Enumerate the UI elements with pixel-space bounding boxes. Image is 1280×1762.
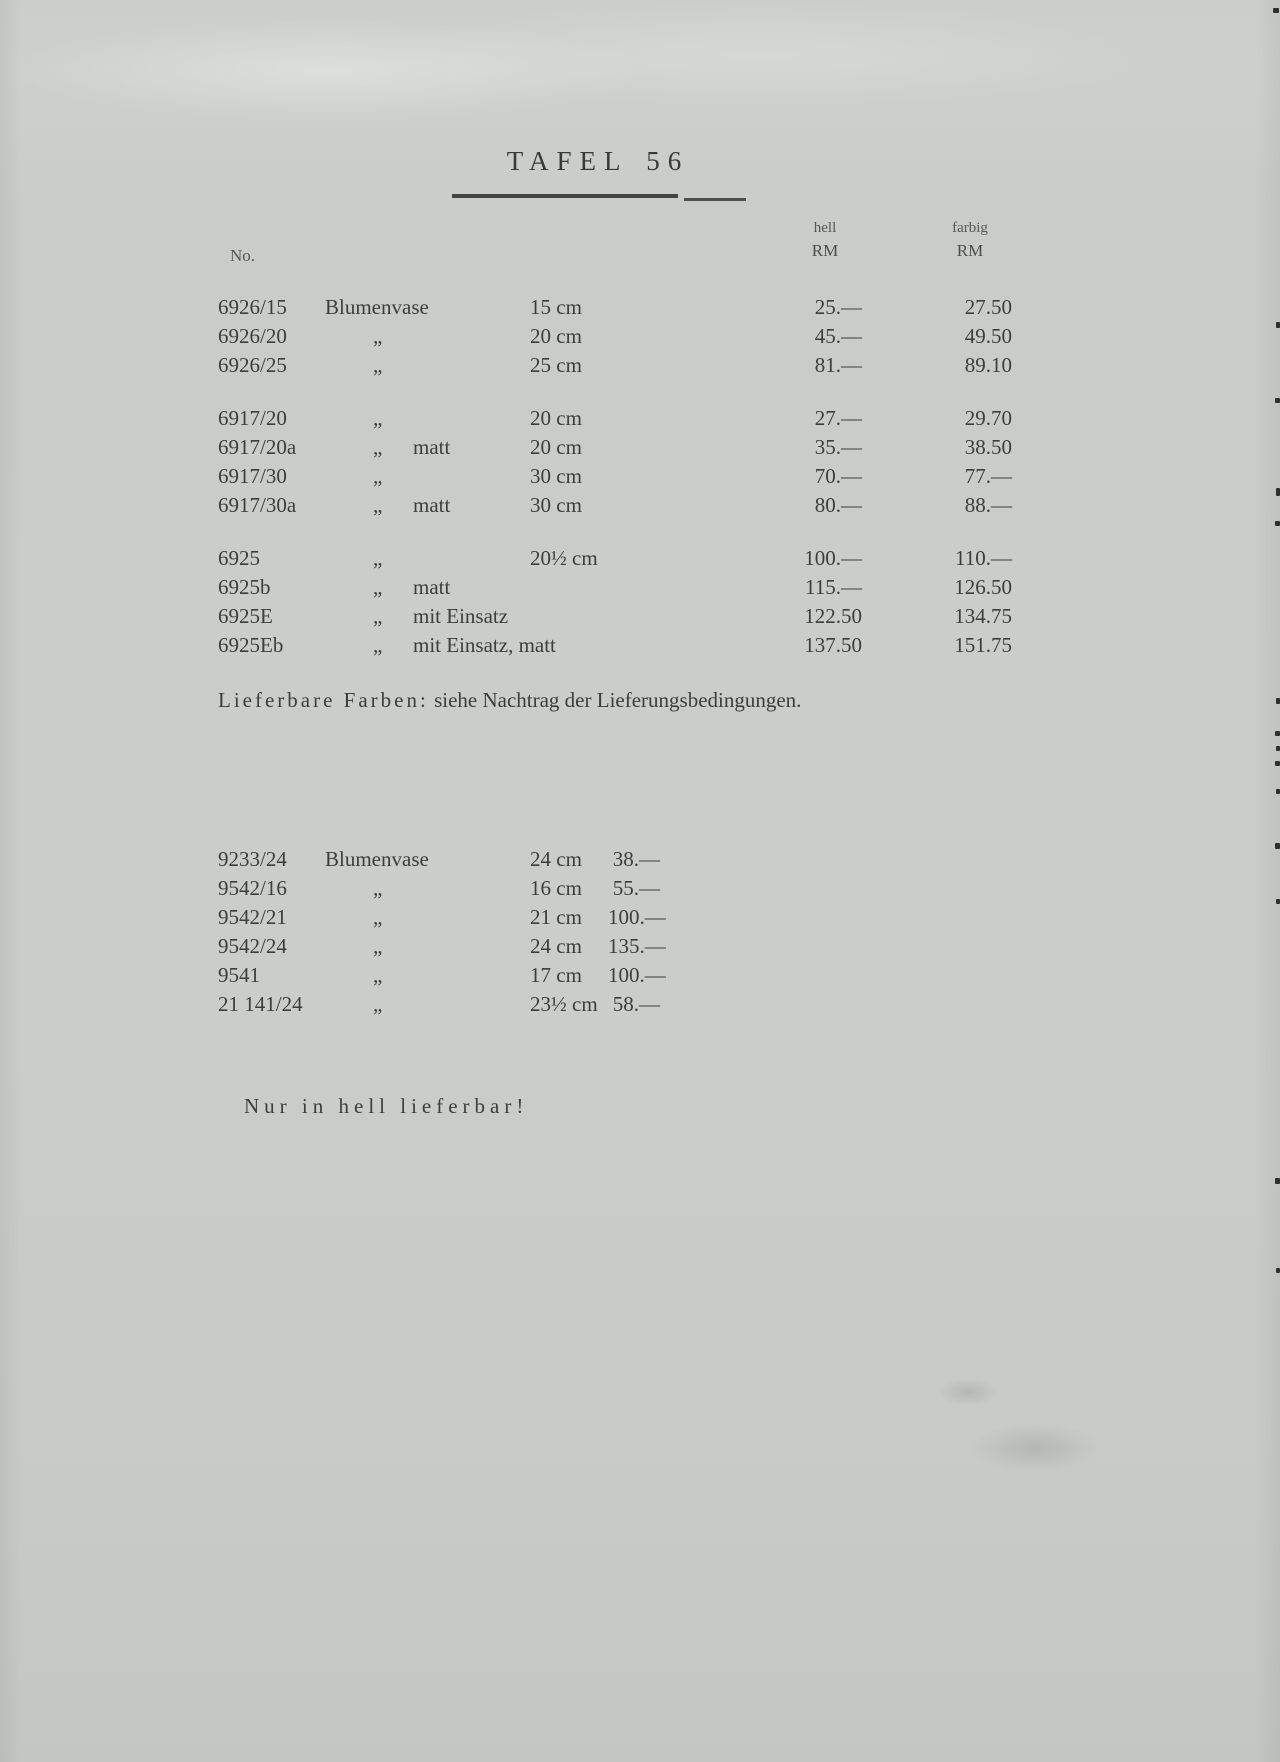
hell-only-note: Nur in hell lieferbar! bbox=[244, 1094, 529, 1118]
colors-note bbox=[218, 688, 801, 713]
row-finish bbox=[413, 903, 530, 932]
column-header-hell: hell bbox=[813, 220, 837, 236]
row-price-farbig: 38.50 bbox=[964, 435, 1012, 459]
row-finish bbox=[413, 544, 530, 573]
row-finish bbox=[413, 845, 530, 874]
row-price-hell: 115.— bbox=[805, 575, 862, 599]
row-price-hell: 38.— bbox=[612, 847, 660, 871]
row-size: 16 cm bbox=[530, 876, 582, 900]
row-price-farbig: 89.10 bbox=[964, 353, 1012, 377]
paper-speck bbox=[1276, 899, 1280, 904]
row-finish: mit Einsatz bbox=[413, 604, 509, 628]
row-article-no: 9542/24 bbox=[218, 934, 287, 958]
paper-speck bbox=[1276, 1268, 1280, 1273]
colors-note-emphasis: Lieferbare Farben: bbox=[218, 688, 429, 712]
row-description: „ bbox=[373, 992, 383, 1016]
row-finish bbox=[413, 961, 530, 990]
row-finish bbox=[413, 404, 530, 433]
row-price-hell: 27.— bbox=[814, 406, 862, 430]
paper-speck bbox=[1273, 8, 1279, 13]
row-finish: mit Einsatz, matt bbox=[413, 633, 556, 657]
row-finish: matt bbox=[413, 435, 451, 459]
price-table-hell-only bbox=[218, 845, 718, 1043]
row-price-farbig: 134.75 bbox=[954, 604, 1012, 628]
table-row bbox=[218, 462, 1018, 491]
row-finish bbox=[413, 462, 530, 491]
row-article-no: 21 141/24 bbox=[218, 992, 303, 1016]
row-size bbox=[530, 631, 608, 660]
row-size: 30 cm bbox=[530, 493, 582, 517]
paper-speck bbox=[1275, 521, 1280, 526]
table-row bbox=[218, 433, 1018, 462]
row-finish bbox=[413, 932, 530, 961]
table-row bbox=[218, 404, 1018, 433]
row-article-no: 6917/20a bbox=[218, 435, 297, 459]
table-row-group bbox=[218, 293, 1018, 380]
row-price-farbig: 77.— bbox=[964, 464, 1012, 488]
column-header-no: No. bbox=[230, 246, 256, 265]
paper-speck bbox=[1276, 789, 1280, 794]
table-row bbox=[218, 990, 718, 1019]
row-price-farbig: 126.50 bbox=[954, 575, 1012, 599]
row-description: Blumenvase bbox=[325, 295, 429, 319]
row-price-farbig: 27.50 bbox=[964, 295, 1012, 319]
row-article-no: 6925Eb bbox=[218, 633, 284, 657]
row-size: 24 cm bbox=[530, 934, 582, 958]
row-price-farbig: 110.— bbox=[955, 546, 1012, 570]
row-description: „ bbox=[373, 963, 383, 987]
row-price-hell: 35.— bbox=[814, 435, 862, 459]
table-row bbox=[218, 961, 718, 990]
row-description: „ bbox=[373, 604, 383, 628]
table-row bbox=[218, 573, 1018, 602]
table-row bbox=[218, 602, 1018, 631]
table-row bbox=[218, 544, 1018, 573]
row-finish bbox=[413, 293, 530, 322]
row-article-no: 9233/24 bbox=[218, 847, 287, 871]
row-price-hell: 135.— bbox=[608, 934, 666, 958]
row-size: 25 cm bbox=[530, 353, 582, 377]
paper-speck bbox=[1276, 746, 1280, 751]
row-description: „ bbox=[373, 876, 383, 900]
row-price-hell: 122.50 bbox=[804, 604, 862, 628]
row-article-no: 6926/15 bbox=[218, 295, 287, 319]
paper-speck bbox=[1275, 761, 1280, 766]
table-row-group bbox=[218, 845, 718, 1019]
row-description: „ bbox=[373, 575, 383, 599]
row-price-farbig: 49.50 bbox=[964, 324, 1012, 348]
row-finish: matt bbox=[413, 575, 451, 599]
row-size: 15 cm bbox=[530, 295, 582, 319]
row-description: „ bbox=[373, 934, 383, 958]
title-underline bbox=[452, 194, 678, 198]
row-size: 20 cm bbox=[530, 435, 582, 459]
row-description: „ bbox=[373, 464, 383, 488]
row-price-hell: 100.— bbox=[804, 546, 862, 570]
row-finish bbox=[413, 322, 530, 351]
row-description: „ bbox=[373, 435, 383, 459]
table-row bbox=[218, 903, 718, 932]
row-size bbox=[530, 602, 608, 631]
row-article-no: 6926/20 bbox=[218, 324, 287, 348]
colors-note-rest: siehe Nachtrag der Lieferungsbedingungen. bbox=[428, 688, 802, 712]
row-price-farbig: 151.75 bbox=[954, 633, 1012, 657]
row-price-farbig: 29.70 bbox=[964, 406, 1012, 430]
row-article-no: 6925E bbox=[218, 604, 273, 628]
row-description: „ bbox=[373, 493, 383, 517]
page-title: TAFEL 56 bbox=[506, 146, 690, 176]
row-article-no: 6917/20 bbox=[218, 406, 287, 430]
row-price-hell: 81.— bbox=[814, 353, 862, 377]
row-finish bbox=[413, 874, 530, 903]
paper-speck bbox=[1276, 322, 1280, 328]
row-price-farbig: 88.— bbox=[964, 493, 1012, 517]
title-underline-extension bbox=[684, 198, 746, 201]
table-row-group bbox=[218, 404, 1018, 520]
row-article-no: 9541 bbox=[218, 963, 260, 987]
table-row bbox=[218, 293, 1018, 322]
row-description: „ bbox=[373, 633, 383, 657]
row-size bbox=[530, 573, 608, 602]
table-row-group bbox=[218, 544, 1018, 660]
row-finish: matt bbox=[413, 493, 451, 517]
row-size: 30 cm bbox=[530, 464, 582, 488]
column-header-hell-rm: RM bbox=[811, 241, 839, 260]
row-size: 23½ cm bbox=[530, 992, 598, 1016]
row-price-hell: 80.— bbox=[814, 493, 862, 517]
paper-speck bbox=[1276, 698, 1280, 704]
paper-speck bbox=[1275, 731, 1280, 736]
row-description: „ bbox=[373, 406, 383, 430]
row-size: 20 cm bbox=[530, 324, 582, 348]
table-row bbox=[218, 322, 1018, 351]
row-price-hell: 25.— bbox=[814, 295, 862, 319]
column-header-farbig: farbig bbox=[952, 220, 988, 236]
row-article-no: 9542/16 bbox=[218, 876, 287, 900]
table-row bbox=[218, 491, 1018, 520]
row-article-no: 6917/30a bbox=[218, 493, 297, 517]
row-price-hell: 45.— bbox=[814, 324, 862, 348]
row-size: 20 cm bbox=[530, 406, 582, 430]
paper-speck bbox=[1275, 1178, 1280, 1184]
row-size: 24 cm bbox=[530, 847, 582, 871]
table-row bbox=[218, 874, 718, 903]
row-description: Blumenvase bbox=[325, 847, 429, 871]
row-article-no: 6917/30 bbox=[218, 464, 287, 488]
row-price-hell: 137.50 bbox=[804, 633, 862, 657]
row-price-hell: 58.— bbox=[612, 992, 660, 1016]
row-price-hell: 70.— bbox=[814, 464, 862, 488]
row-description: „ bbox=[373, 546, 383, 570]
row-article-no: 6925 bbox=[218, 546, 260, 570]
paper-speck bbox=[1276, 488, 1280, 496]
table-row bbox=[218, 631, 1018, 660]
row-price-hell: 55.— bbox=[612, 876, 660, 900]
row-description: „ bbox=[373, 324, 383, 348]
table-row bbox=[218, 845, 718, 874]
row-price-hell: 100.— bbox=[608, 905, 666, 929]
row-finish bbox=[413, 990, 530, 1019]
price-table-main bbox=[218, 293, 1018, 684]
paper-speck bbox=[1275, 398, 1280, 403]
row-article-no: 6926/25 bbox=[218, 353, 287, 377]
row-description: „ bbox=[373, 353, 383, 377]
row-price-hell: 100.— bbox=[608, 963, 666, 987]
table-row bbox=[218, 932, 718, 961]
paper-speck bbox=[1275, 843, 1280, 849]
column-header-farbig-rm: RM bbox=[956, 241, 984, 260]
row-description: „ bbox=[373, 905, 383, 929]
row-finish bbox=[413, 351, 530, 380]
table-row bbox=[218, 351, 1018, 380]
row-article-no: 9542/21 bbox=[218, 905, 287, 929]
row-size: 17 cm bbox=[530, 963, 582, 987]
row-size: 20½ cm bbox=[530, 546, 598, 570]
row-size: 21 cm bbox=[530, 905, 582, 929]
row-article-no: 6925b bbox=[218, 575, 271, 599]
